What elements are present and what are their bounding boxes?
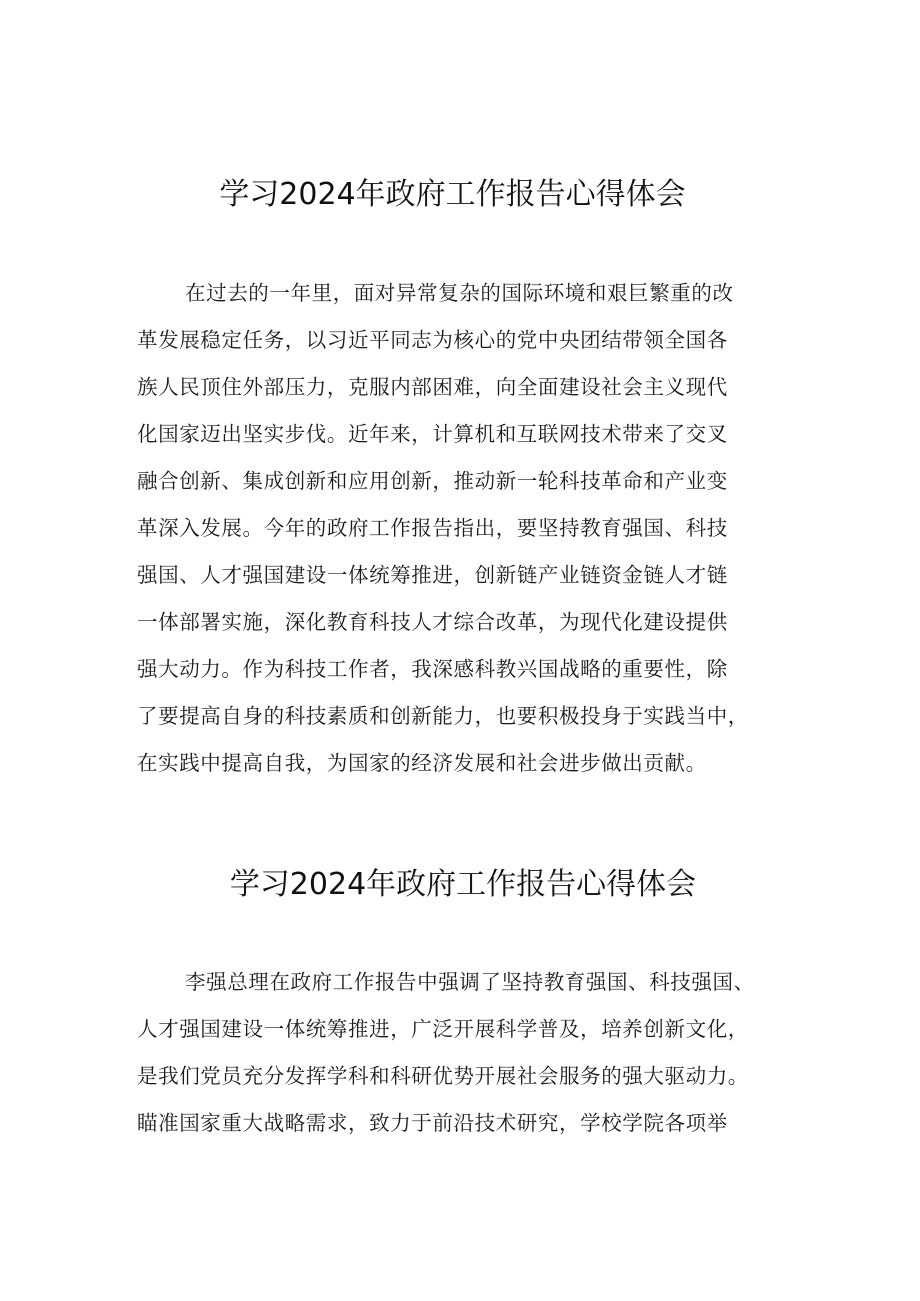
section-1-line: 革深入发展。今年的政府工作报告指出，要坚持教育强国、科技	[137, 516, 728, 540]
section-1-line: 族人民顶住外部压力，克服内部困难，向全面建设社会主义现代	[137, 375, 728, 399]
section-1-title: 学习2024年政府工作报告心得体会	[219, 177, 686, 212]
section-1-line: 强国、人才强国建设一体统筹推进，创新链产业链资金链人才链	[137, 563, 728, 587]
section-1-line: 在实践中提高自我，为国家的经济发展和社会进步做出贡献。	[137, 751, 707, 775]
section-2-line: 李强总理在政府工作报告中强调了坚持教育强国、科技强国、	[185, 970, 755, 994]
section-2-title: 学习2024年政府工作报告心得体会	[229, 867, 697, 902]
section-1-line: 融合创新、集成创新和应用创新，推动新一轮科技革命和产业变	[137, 469, 728, 493]
section-2-line: 是我们党员充分发挥学科和科研优势开展社会服务的强大驱动力。	[137, 1064, 749, 1088]
section-1-line: 一体部署实施，深化教育科技人才综合改革，为现代化建设提供	[137, 610, 728, 634]
section-1-line: 化国家迈出坚实步伐。近年来，计算机和互联网技术带来了交叉	[137, 422, 728, 446]
section-2-line: 瞄准国家重大战略需求，致力于前沿技术研究，学校学院各项举	[137, 1111, 728, 1135]
section-1-line: 了要提高自身的科技素质和创新能力，也要积极投身于实践当中，	[137, 704, 749, 728]
section-1-line: 强大动力。作为科技工作者，我深感科教兴国战略的重要性，除	[137, 657, 728, 681]
section-2-line: 人才强国建设一体统筹推进，广泛开展科学普及，培养创新文化，	[137, 1017, 749, 1041]
section-1-line: 革发展稳定任务，以习近平同志为核心的党中央团结带领全国各	[137, 328, 728, 352]
section-1-line: 在过去的一年里，面对异常复杂的国际环境和艰巨繁重的改	[185, 281, 734, 305]
